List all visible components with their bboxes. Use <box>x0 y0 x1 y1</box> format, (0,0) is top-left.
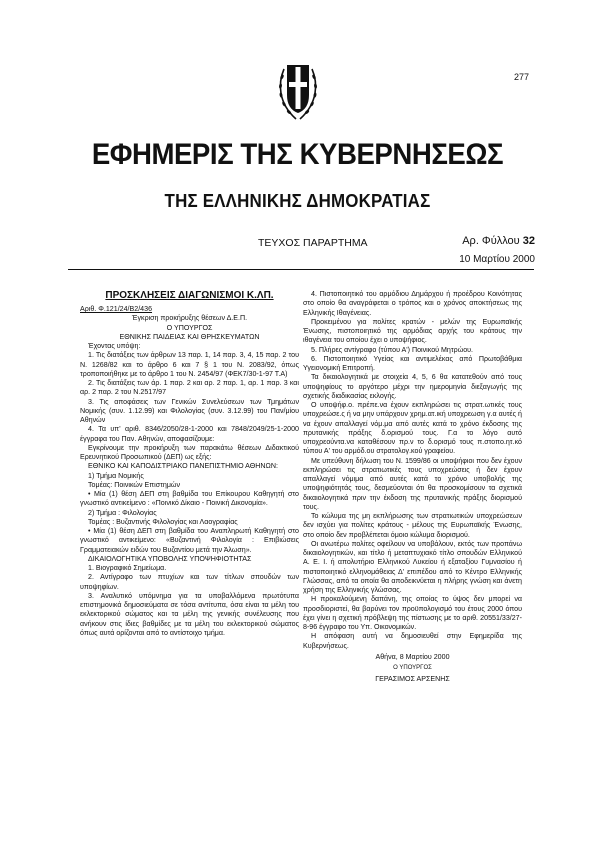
paragraph: 1) Τμήμα Νομικής <box>88 471 144 480</box>
paragraph: 3. Τις αποφάσεις των Γενικών Συνελεύσεων των Τμημάτων Νομικής (συν. 1.12.99) και Φιλολογίας (συν. 3.12.99) του Παν/μίου Αθηνών <box>80 397 299 424</box>
paragraph: 4. Τα υπ' αριθ. 8346/2050/28-1-2000 και 7848/2049/25-1-2000 έγγραφα του Παν. Αθηνών, αποφασίζουμε: <box>80 425 299 443</box>
section-heading: ΠΡΟΣΚΛΗΣΕΙΣ ΔΙΑΓΩΝΙΣΜΟΙ Κ.ΛΠ. <box>105 290 274 301</box>
paragraph: 2) Τμήμα : Φιλολογίας <box>88 508 157 517</box>
paragraph: Ο υποψήφ.ο. πρέπε.να έχουν εκπληρώσει τις στρατ.ωτικές τους υποχρεώσε.ς ή να μην υπάρχουν χρημ.ατ.ική υποχρεωση γ.α αυτές ή να έχουν απαλλαγεί νόμ.μα από αυτές κατά το χρόνο έκδοσης της πρυτανικής πράξης δ.ορισμού τους. Γ.α το λόγο αυτό υποχρεούντα.να καταθέσουν πρ.ν το δ.ορισμό τους π.στοπο.ητ.κό τύπου Α' του αρμόδ.ου στρατολογ.κού γραφείου. <box>303 401 522 456</box>
header-rule <box>68 269 534 270</box>
paragraph: • Μία (1) θέση ΔΕΠ στη βαθμίδα του Επίκουρου Καθηγητή στο γνωστικό αντικείμενο : «Ποινικό Δίκαιο - Ποινική Δικονομία». <box>80 490 299 508</box>
paragraph: 4. Πιστοποιητικό του αρμόδιου Δημάρχου ή προέδρου Κοινότητας στο οποίο θα αναγράφεται ο τρόπος και ο χρόνος αποκτήσεως της Ελληνικής Ιθαγένειας. <box>303 290 522 317</box>
page-number: 277 <box>513 72 529 82</box>
greek-coat-of-arms-icon <box>276 55 320 125</box>
sheet-info <box>462 235 535 247</box>
gazette-subtitle: ΤΗΣ ΕΛΛΗΝΙΚΗΣ ΔΗΜΟΚΡΑΤΙΑΣ <box>164 191 431 211</box>
paragraph: Η προκαλούμενη δαπάνη, της οποίας το ύψος δεν μπορεί να προσδιοριστεί, θα βαρύνει τον προϋπολογισμό του έτους 2000 όπου έχει γίνει η σχετική πρόβλεψη της πίστωσης με το αριθ. 20551/33/27-8-96 έγγραφο του Υπ. Οικονομικών. <box>303 595 522 631</box>
paragraph: Το κώλυμα της μη εκπλήρωσης των στρατιωτικών υποχρεώσεων δεν ισχύει για πολίτες κράτους - μέλους της Ευρωπαϊκής Ένωσης, στο οποίο δεν προβλέπεται όμοιο κώλυμα διορισμού. <box>303 512 522 539</box>
decision-reference: Αριθ. Φ.121/24/Β2/436 <box>80 305 153 313</box>
signature-role: Ο ΥΠΟΥΡΓΟΣ <box>393 665 432 671</box>
paragraph: Τομέας: Ποινικών Επιστημών <box>88 480 180 489</box>
right-column <box>303 290 522 685</box>
paragraph: Εγκρίνουμε την προκήρυξη των παρακάτω θέσεων Διδακτικού Ερευνητικού Προσωπικού (ΔΕΠ) ως εξής: <box>80 443 299 461</box>
paragraph: 6. Πιστοποιητικό Υγείας και αντιμελέκας από Πρωτοβάθμια Υγειονομική Επιτροπή. <box>303 354 522 372</box>
paragraph: 2. Τις διατάξεις των άρ. 1 παρ. 2 και αρ. 2 παρ. 1, αρ. 1 παρ. 3 και αρ. 2 παρ. 2 του Ν.2517/97 <box>80 379 299 397</box>
approval-line: Έγκριση προκήρυξης θέσεων Δ.Ε.Π. <box>131 314 248 323</box>
signature-name: ΓΕΡΑΣΙΜΟΣ ΑΡΣΕΝΗΣ <box>375 675 450 684</box>
paragraph: ΕΘΝΙΚΟ ΚΑΙ ΚΑΠΟΔΙΣΤΡΙΑΚΟ ΠΑΝΕΠΙΣΤΗΜΙΟ ΑΘΗΝΩΝ: <box>88 462 278 471</box>
sheet-number: 32 <box>522 235 535 247</box>
paragraph: 5. Πλήρες αντίγραφο (τύπου Α') Ποινικού Μητρώου. <box>311 345 474 354</box>
issue-date: 10 Μαρτίου 2000 <box>459 254 535 265</box>
paragraph: Η απόφαση αυτή να δημοσιευθεί στην Εφημερίδα της Κυβερνήσεως. <box>303 632 522 650</box>
paragraph: Με υπεύθυνη δήλωση του Ν. 1599/86 οι υποψήφιοι που δεν έχουν εκπληρώσει τις στρατιωτικές τους υποχρεώσεις ή δεν έχουν απαλλαγεί νόμιμα από αυτές κατά το χρόνο υποβολής της υποψηφιότητάς τους, δεσμεύονται ότι θα προσκομίσουν τα σχετικά δικαιολογητικά πριν την έκδοση της πρυτανικής πράξης διορισμού τους. <box>303 456 522 511</box>
issue-type: ΤΕΥΧΟΣ ΠΑΡΑΡΤΗΜΑ <box>258 237 368 249</box>
paragraph: 1. Τις διατάξεις των άρθρων 13 παρ. 1, 14 παρ. 3, 4, 15 παρ. 2 του Ν. 1268/82 και το άρθρο 6 και 7 § 1 του Ν. 2083/92, όπως τροποποιήθηκε με το άρθρο 1 του Ν. 2454/97 (ΦΕΚ7/30-1-97 Τ.Α) <box>80 351 299 378</box>
paragraph: ΔΙΚΑΙΟΛΟΓΗΤΙΚΑ ΥΠΟΒΟΛΗΣ ΥΠΟΨΗΦΙΟΤΗΤΑΣ <box>88 554 252 563</box>
authority-title: Ο ΥΠΟΥΡΓΟΣ <box>166 323 213 332</box>
paragraph: Προκειμένου για πολίτες κρατών - μελών της Ευρωπαϊκής Ένωσης, πιστοποιητικό της αρμόδιας αρχής του κράτους την ιθαγένεια του οποίου έχει ο υποψήφιος. <box>303 317 522 345</box>
signature-place-date: Αθήνα, 8 Μαρτίου 2000 <box>375 652 450 661</box>
authority-ministry: ΕΘΝΙΚΗΣ ΠΑΙΔΕΙΑΣ ΚΑΙ ΘΡΗΣΚΕΥΜΑΤΩΝ <box>119 332 260 341</box>
left-column <box>80 290 299 638</box>
paragraph: Τα δικαιολογητικά με στοιχεία 4, 5, 6 θα κατατεθούν από τους υποψηφίους το αργότερο μέχρι την ημερομηνία διεξαγωγής της σχετικής διαδικασίας εκλογής. <box>303 373 522 400</box>
paragraph: 2. Αντίγραφο των πτυχίων και των τίτλων σπουδών των υποψηφίων. <box>80 573 299 591</box>
paragraph: • Μία (1) θέση ΔΕΠ στη βαθμίδα του Αναπληρωτή Καθηγητή στο γνωστικό αντικείμενο: «Βυζαντινή Φιλολογία : Επιβιώσεις Γραμματειακών ειδών του Βυζαντίου μετά την Άλωση». <box>80 527 299 554</box>
paragraph: 3. Αναλυτικό υπόμνημα για τα υποβαλλόμενα πρωτότυπα επιστημονικά δημοσιεύματα σε τόσα αντίτυπα, όσα είναι τα μέλη του εκλεκτορικού σώματος και τα μέλη της γενικής συνέλευσης που ανήκουν στις ίδιες βαθμίδες με τα μέλη του εκλεκτορικού σώματος όπως αυτά ορίζονται από το αντίστοιχο τμήμα. <box>80 591 299 637</box>
paragraph: Έχοντας υπόψη: <box>88 342 141 350</box>
paragraph: Οι ανωτέρω πολίτες οφείλουν να υποβάλουν, εκτός των προπάνω δικαιολογητικών, και τίτλο ή μεταπτυχιακό τίτλο σπουδών Ελληνικού Α. Ε. Ι. ή απολυτήριο Ελληνικού Λυκείου ή εξαταξίου Γυμνασίου ή πιστοποιητικό ελληνομάθειας Δ' επιπέδου από το Κέντρο Ελληνικής Γλώσσας, από τα οποία θα αποδεικνύεται η πλήρης γνώση και άνετη χρήση της Ελληνικής γλώσσας. <box>303 539 522 594</box>
paragraph: Τομέας : Βυζαντινής Φιλολογίας και Λαογραφίας <box>88 517 238 526</box>
gazette-title: ΕΦΗΜΕΡΙΣ ΤΗΣ ΚΥΒΕΡΝΗΣΕΩΣ <box>91 138 504 171</box>
paragraph: 1. Βιογραφικό Σημείωμα. <box>88 564 167 572</box>
sheet-label: Αρ. Φύλλου <box>462 235 520 247</box>
